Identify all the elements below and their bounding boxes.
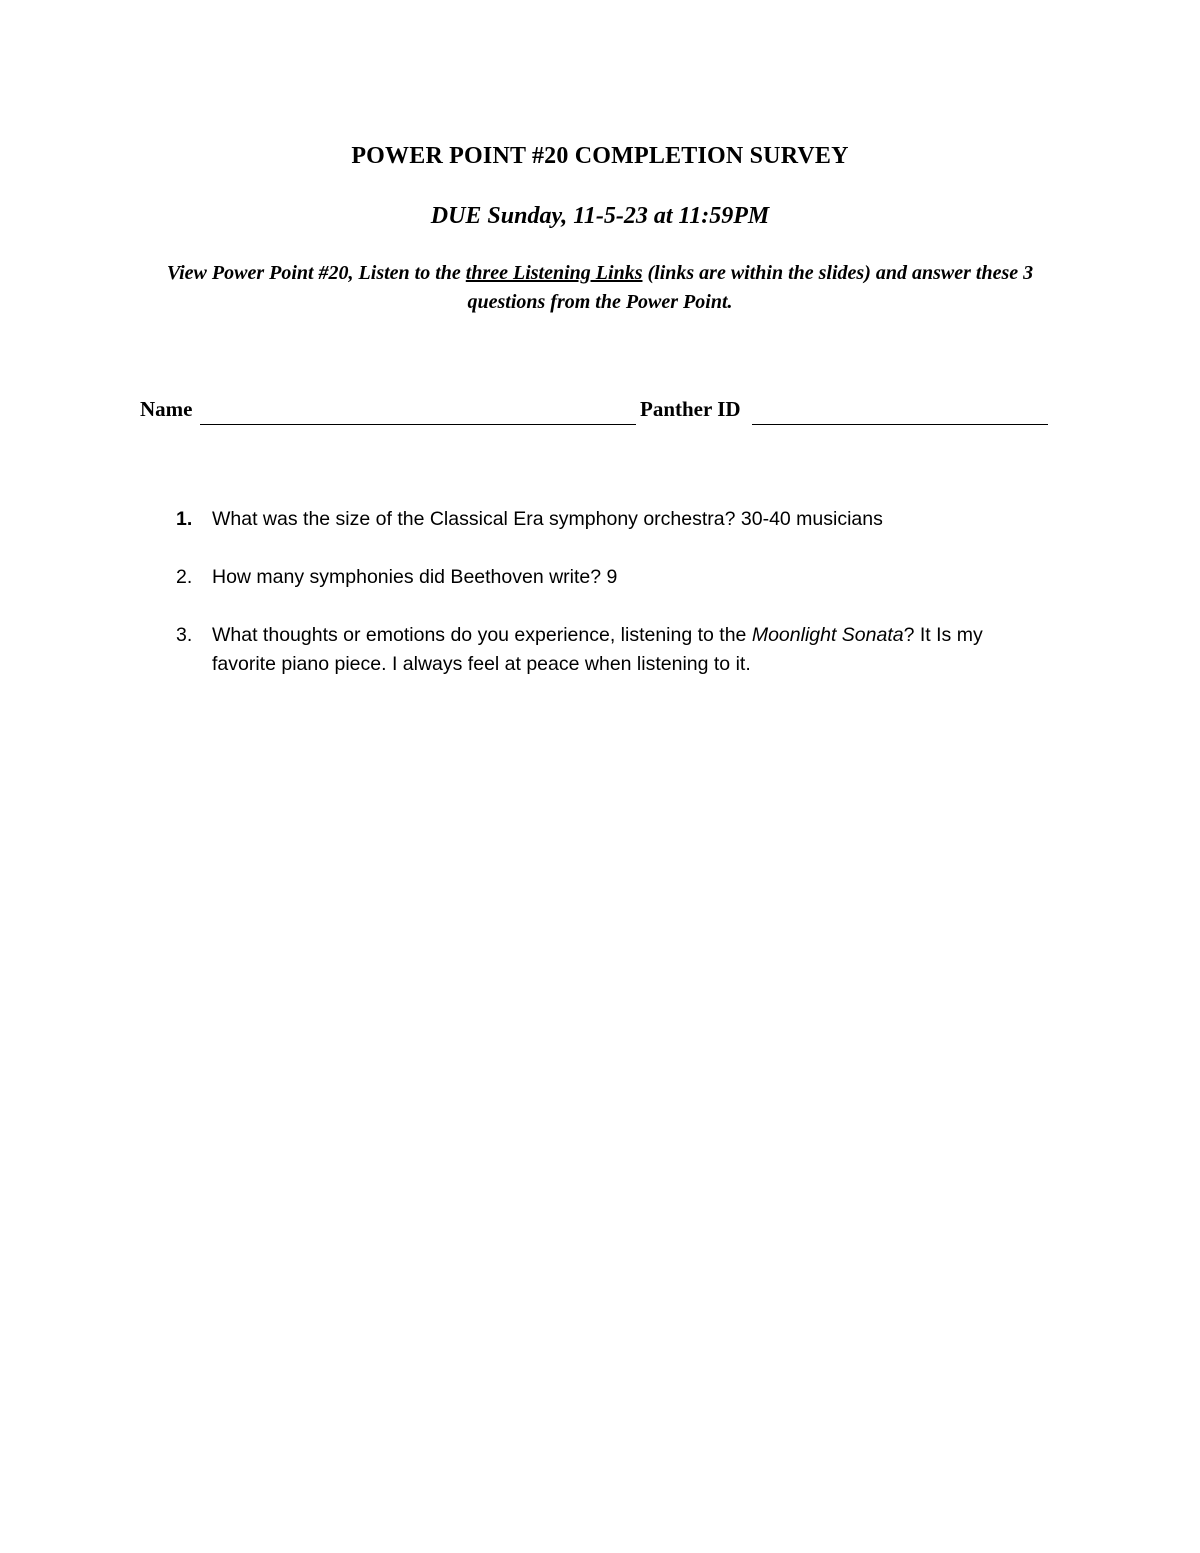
instructions-text-1: View Power Point #20, Listen to the xyxy=(166,262,466,284)
question-italic-title: Moonlight Sonata xyxy=(751,624,904,646)
question-text: How many symphonies did Beethoven write? 9 xyxy=(212,566,618,588)
question-number: 3. xyxy=(176,624,193,646)
question-text-after: ? It Is my favorite piano piece. I always feel at peace when listening to it. xyxy=(212,624,983,675)
question-item xyxy=(170,505,1050,534)
question-list xyxy=(170,505,1050,708)
question-text-before: What thoughts or emotions do you experience, listening to the xyxy=(212,624,752,646)
instructions-underlined: three Listening Links xyxy=(465,262,643,284)
question-number: 1. xyxy=(176,508,193,530)
question-text xyxy=(212,624,983,675)
instructions xyxy=(140,259,1060,317)
panther-id-field-line[interactable] xyxy=(752,424,1048,425)
question-text: What was the size of the Classical Era symphony orchestra? 30-40 musicians xyxy=(212,508,883,530)
document-title: POWER POINT #20 COMPLETION SURVEY xyxy=(351,143,849,169)
question-item xyxy=(170,563,1050,592)
name-field-line[interactable] xyxy=(200,424,636,425)
question-number: 2. xyxy=(176,566,193,588)
name-label: Name xyxy=(140,397,193,421)
due-date: DUE Sunday, 11-5-23 at 11:59PM xyxy=(430,203,770,229)
student-info-row xyxy=(140,397,1050,431)
instructions-text-2: (links are within the slides) and answer these 3 questions from the Power Point. xyxy=(467,262,1034,313)
question-item xyxy=(170,621,1050,679)
panther-id-label: Panther ID xyxy=(640,397,741,421)
